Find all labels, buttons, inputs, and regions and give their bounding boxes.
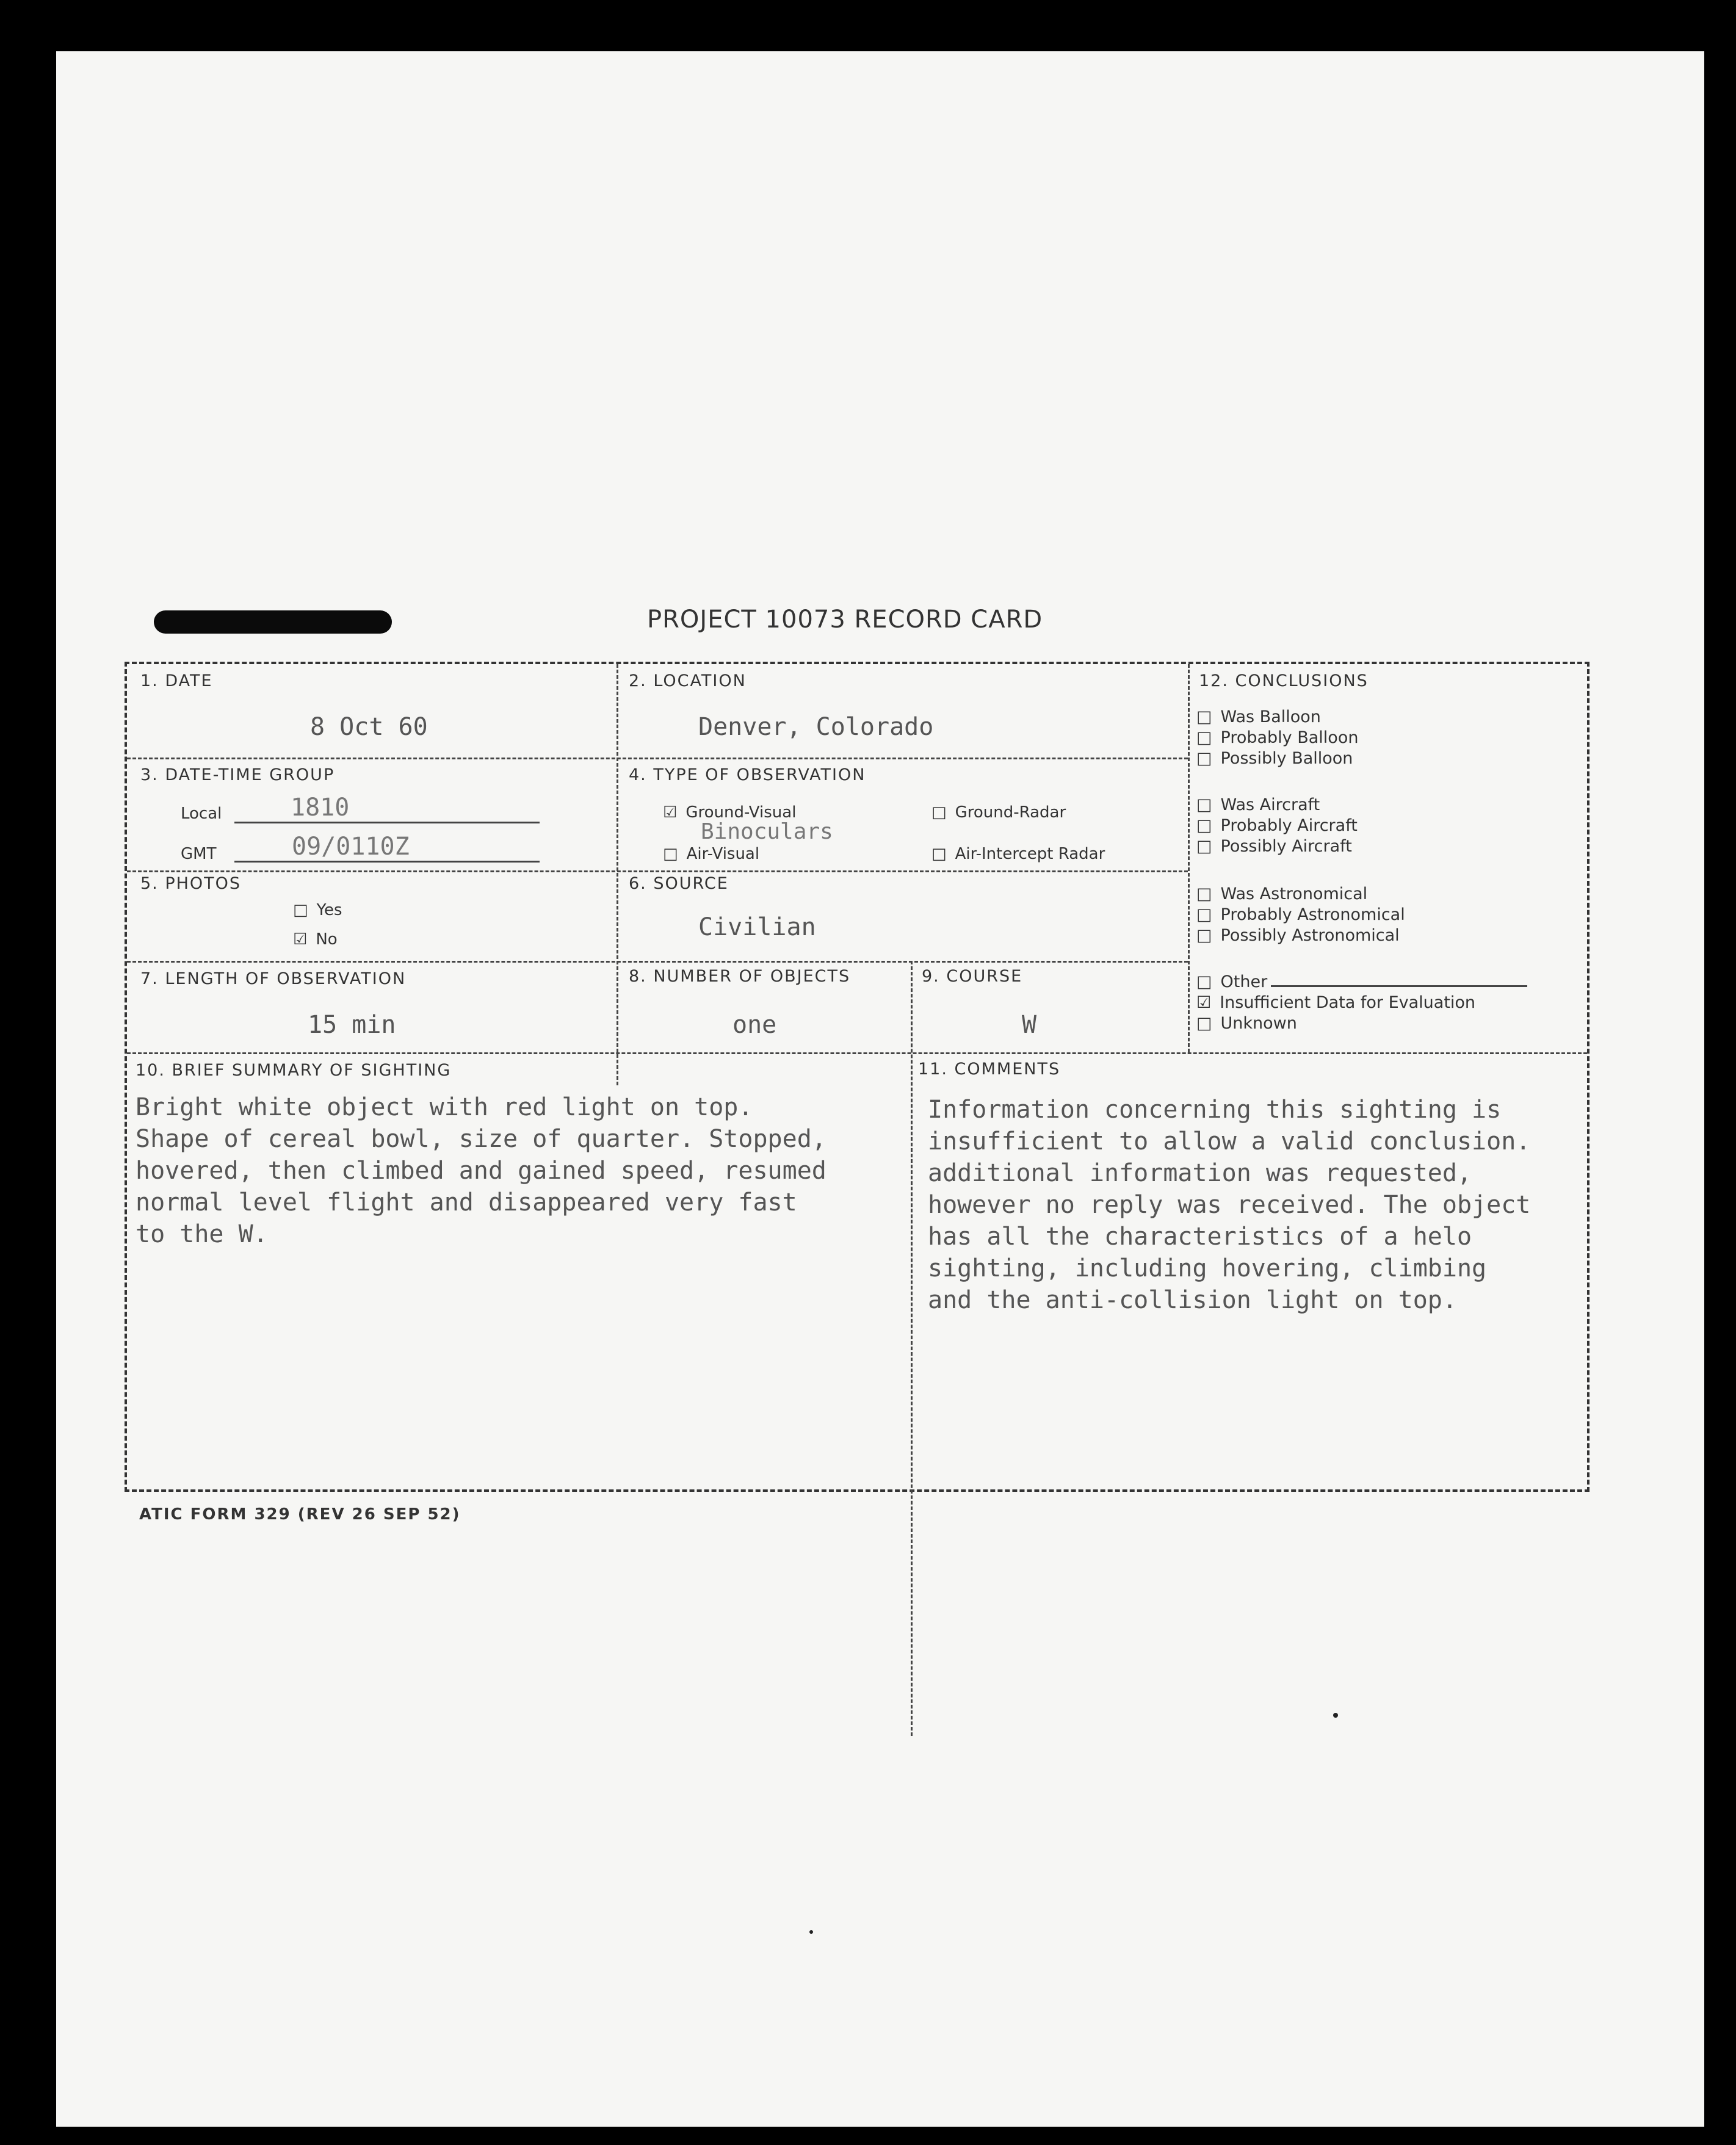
divider: [911, 961, 913, 1736]
conclusion-option: □ Possibly Balloon: [1196, 749, 1353, 768]
checkbox-icon: □: [1196, 1014, 1212, 1033]
location-label: 2. LOCATION: [629, 671, 747, 690]
checkbox-icon: □: [1196, 749, 1212, 768]
summary-line: hovered, then climbed and gained speed, resumed: [136, 1157, 826, 1185]
conclusion-option: □ Probably Balloon: [1196, 728, 1359, 747]
redaction-bar: [154, 610, 392, 634]
record-card: [125, 662, 1590, 1492]
photos-yes-option: □ Yes: [293, 901, 342, 919]
source-label: 6. SOURCE: [629, 874, 729, 893]
checkbox-icon: □: [1196, 707, 1212, 726]
speck: [809, 1930, 813, 1934]
summary-line: normal level flight and disappeared very fast: [136, 1188, 797, 1217]
gmt-label: GMT: [181, 845, 217, 863]
length-label: 7. LENGTH OF OBSERVATION: [140, 969, 407, 988]
course-value: W: [1022, 1011, 1037, 1039]
gmt-underline: [234, 861, 540, 863]
comments-line: and the anti-collision light on top.: [928, 1286, 1457, 1314]
ground-visual-option: ☑ Ground-Visual: [663, 803, 797, 822]
dtg-label: 3. DATE-TIME GROUP: [140, 765, 335, 784]
checkbox-icon: □: [1196, 816, 1212, 835]
observation-type-label: 4. TYPE OF OBSERVATION: [629, 765, 866, 784]
comments-label: 11. COMMENTS: [918, 1060, 1061, 1079]
checkbox-icon: □: [663, 845, 678, 863]
comments-line: Information concerning this sighting is: [928, 1096, 1502, 1124]
checkbox-icon: □: [1196, 795, 1212, 814]
comments-line: insufficient to allow a valid conclusion.: [928, 1127, 1531, 1156]
speck: [1333, 1713, 1338, 1718]
summary-line: to the W.: [136, 1220, 268, 1248]
local-underline: [234, 822, 540, 823]
form-footer: ATIC FORM 329 (REV 26 SEP 52): [139, 1505, 461, 1524]
conclusion-option: □ Possibly Aircraft: [1196, 837, 1352, 856]
summary-line: Bright white object with red light on top.: [136, 1093, 753, 1121]
checkbox-icon: □: [1196, 728, 1212, 747]
conclusion-option: □ Unknown: [1196, 1014, 1297, 1033]
checked-box-icon: ☑: [663, 803, 678, 822]
divider: [617, 664, 618, 1085]
checkbox-icon: □: [1196, 972, 1212, 991]
air-visual-option: □ Air-Visual: [663, 845, 760, 863]
other-underline: [1271, 985, 1527, 987]
summary-label: 10. BRIEF SUMMARY OF SIGHTING: [136, 1061, 452, 1080]
photos-no-option: ☑ No: [293, 930, 338, 949]
date-label: 1. DATE: [140, 671, 213, 690]
conclusion-option: ☑ Insufficient Data for Evaluation: [1196, 993, 1476, 1012]
summary-text: [136, 1091, 826, 1250]
gmt-value: 09/0110Z: [292, 833, 410, 861]
checked-box-icon: ☑: [293, 930, 308, 949]
location-value: Denver, Colorado: [698, 713, 934, 741]
local-value: 1810: [291, 794, 350, 822]
conclusion-option: □ Other: [1196, 972, 1527, 993]
divider: [127, 961, 1188, 963]
binoculars-note: Binoculars: [701, 819, 833, 844]
source-value: Civilian: [698, 913, 816, 941]
comments-line: however no reply was received. The object: [928, 1191, 1531, 1219]
checkbox-icon: □: [931, 803, 947, 822]
divider: [1188, 664, 1190, 1052]
checkbox-icon: □: [1196, 837, 1212, 856]
photos-label: 5. PHOTOS: [140, 874, 242, 893]
conclusion-option: □ Was Aircraft: [1196, 795, 1320, 814]
card-title: PROJECT 10073 RECORD CARD: [647, 606, 1043, 634]
checkbox-icon: □: [1196, 905, 1212, 924]
comments-line: additional information was requested,: [928, 1159, 1472, 1187]
date-value: 8 Oct 60: [310, 713, 428, 741]
checked-box-icon: ☑: [1196, 993, 1212, 1012]
conclusion-option: □ Probably Aircraft: [1196, 816, 1358, 835]
air-intercept-option: □ Air-Intercept Radar: [931, 845, 1105, 863]
course-label: 9. COURSE: [922, 967, 1023, 986]
number-label: 8. NUMBER OF OBJECTS: [629, 967, 851, 986]
checkbox-icon: □: [1196, 884, 1212, 903]
local-label: Local: [181, 805, 222, 823]
conclusion-option: □ Was Balloon: [1196, 707, 1321, 726]
conclusions-label: 12. CONCLUSIONS: [1199, 671, 1369, 690]
conclusion-option: □ Possibly Astronomical: [1196, 926, 1400, 945]
checkbox-icon: □: [1196, 926, 1212, 945]
checkbox-icon: □: [293, 901, 308, 919]
divider: [127, 758, 1188, 759]
conclusion-option: □ Was Astronomical: [1196, 884, 1368, 903]
length-value: 15 min: [308, 1011, 396, 1039]
summary-line: Shape of cereal bowl, size of quarter. Stopped,: [136, 1125, 826, 1153]
divider: [127, 1052, 1587, 1054]
ground-radar-option: □ Ground-Radar: [931, 803, 1066, 822]
conclusion-option: □ Probably Astronomical: [1196, 905, 1405, 924]
comments-line: sighting, including hovering, climbing: [928, 1254, 1487, 1282]
comments-text: [928, 1094, 1530, 1316]
comments-line: has all the characteristics of a helo: [928, 1223, 1472, 1251]
divider: [127, 870, 1188, 872]
checkbox-icon: □: [931, 845, 947, 863]
number-value: one: [732, 1011, 777, 1039]
